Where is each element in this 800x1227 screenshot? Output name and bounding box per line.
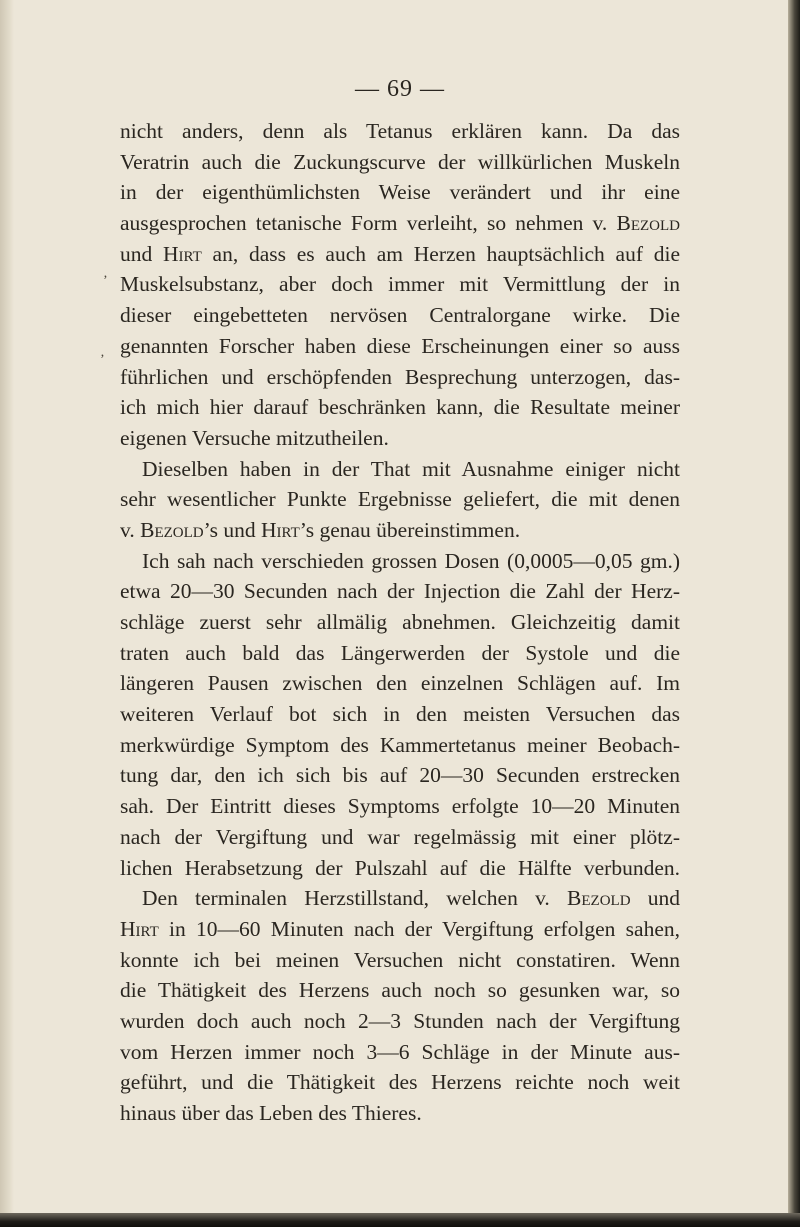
scan-bottom-edge [0, 1213, 800, 1227]
margin-mark: ‚ [103, 266, 108, 281]
text-line: Den terminalen Herzstillstand, welchen v. Bezold und [142, 886, 681, 911]
text-line: genannten Forscher haben diese Erscheinungen einer so auss [120, 333, 680, 358]
author-name: Hirt [120, 916, 159, 941]
text-line: weiteren Verlauf bot sich in den meisten Versuchen das [120, 702, 680, 727]
author-name: Hirt [163, 241, 202, 266]
text-line: v. Bezold’s und Hirt’s genau übereinstimmen. [120, 517, 521, 542]
author-name: Bezold [616, 211, 680, 236]
text-line: dieser eingebetteten nervösen Centralorgane wirke. Die [120, 303, 680, 328]
text-line: ich mich hier darauf beschränken kann, die Resultate meiner [120, 395, 680, 420]
text-line: und Hirt an, dass es auch am Herzen hauptsächlich auf die [120, 241, 680, 266]
body-text [120, 116, 680, 1129]
text-line: merkwürdige Symptom des Kammertetanus meiner Beobach- [120, 732, 680, 757]
text-line: längeren Pausen zwischen den einzelnen Schlägen auf. Im [120, 671, 680, 696]
text-line: Muskelsubstanz, aber doch immer mit Vermittlung der in [120, 272, 680, 297]
text-line: nicht anders, denn als Tetanus erklären kann. Da das [120, 119, 680, 143]
text-line: konnte ich bei meinen Versuchen nicht constatiren. Wenn [120, 947, 680, 972]
text-line: sehr wesentlicher Punkte Ergebnisse geliefert, die mit denen [120, 487, 680, 512]
scan-left-edge [0, 0, 14, 1227]
book-binding-edge [788, 0, 800, 1227]
text-line: die Thätigkeit des Herzens auch noch so gesunken war, so [120, 978, 680, 1003]
text-line: etwa 20—30 Secunden nach der Injection die Zahl der Herz- [120, 579, 680, 604]
author-name: Bezold [567, 886, 631, 911]
text-line: tung dar, den ich sich bis auf 20—30 Secunden erstrecken [120, 763, 680, 788]
text-line: Dieselben haben in der That mit Ausnahme einiger nicht [142, 456, 680, 481]
text-line: schläge zuerst sehr allmälig abnehmen. Gleichzeitig damit [120, 610, 680, 634]
text-line: nach der Vergiftung und war regelmässig mit einer plötz- [120, 824, 680, 849]
text-line: führlichen und erschöpfenden Besprechung unterzogen, das- [120, 364, 680, 389]
author-name: Bezold [140, 517, 204, 542]
text-line: Veratrin auch die Zuckungscurve der willkürlichen Muskeln [120, 149, 680, 174]
text-line: hinaus über das Leben des Thieres. [120, 1101, 422, 1125]
text-line: sah. Der Eintritt dieses Symptoms erfolgte 10—20 Minuten [120, 794, 680, 819]
margin-mark: ‚ [100, 345, 105, 360]
text-line: vom Herzen immer noch 3—6 Schläge in der Minute aus- [120, 1039, 680, 1064]
text-line: Hirt in 10—60 Minuten nach der Vergiftung erfolgen sahen, [120, 916, 680, 941]
text-line: geführt, und die Thätigkeit des Herzens reichte noch weit [120, 1070, 680, 1095]
page-number: — 69 — [355, 76, 445, 102]
text-line: lichen Herabsetzung der Pulszahl auf die Hälfte verbunden. [120, 855, 680, 880]
text-line: in der eigenthümlichsten Weise verändert und ihr eine [120, 180, 680, 205]
text-line: traten auch bald das Längerwerden der Systole und die [120, 640, 680, 665]
author-name: Hirt [260, 517, 300, 542]
text-line: ausgesprochen tetanische Form verleiht, so nehmen v. Bezold [120, 211, 680, 236]
text-line: wurden doch auch noch 2—3 Stunden nach der Vergiftung [120, 1008, 680, 1033]
text-line: Ich sah nach verschieden grossen Dosen (0,0005—0,05 gm.) [142, 548, 680, 573]
text-line: eigenen Versuche mitzutheilen. [120, 425, 389, 450]
